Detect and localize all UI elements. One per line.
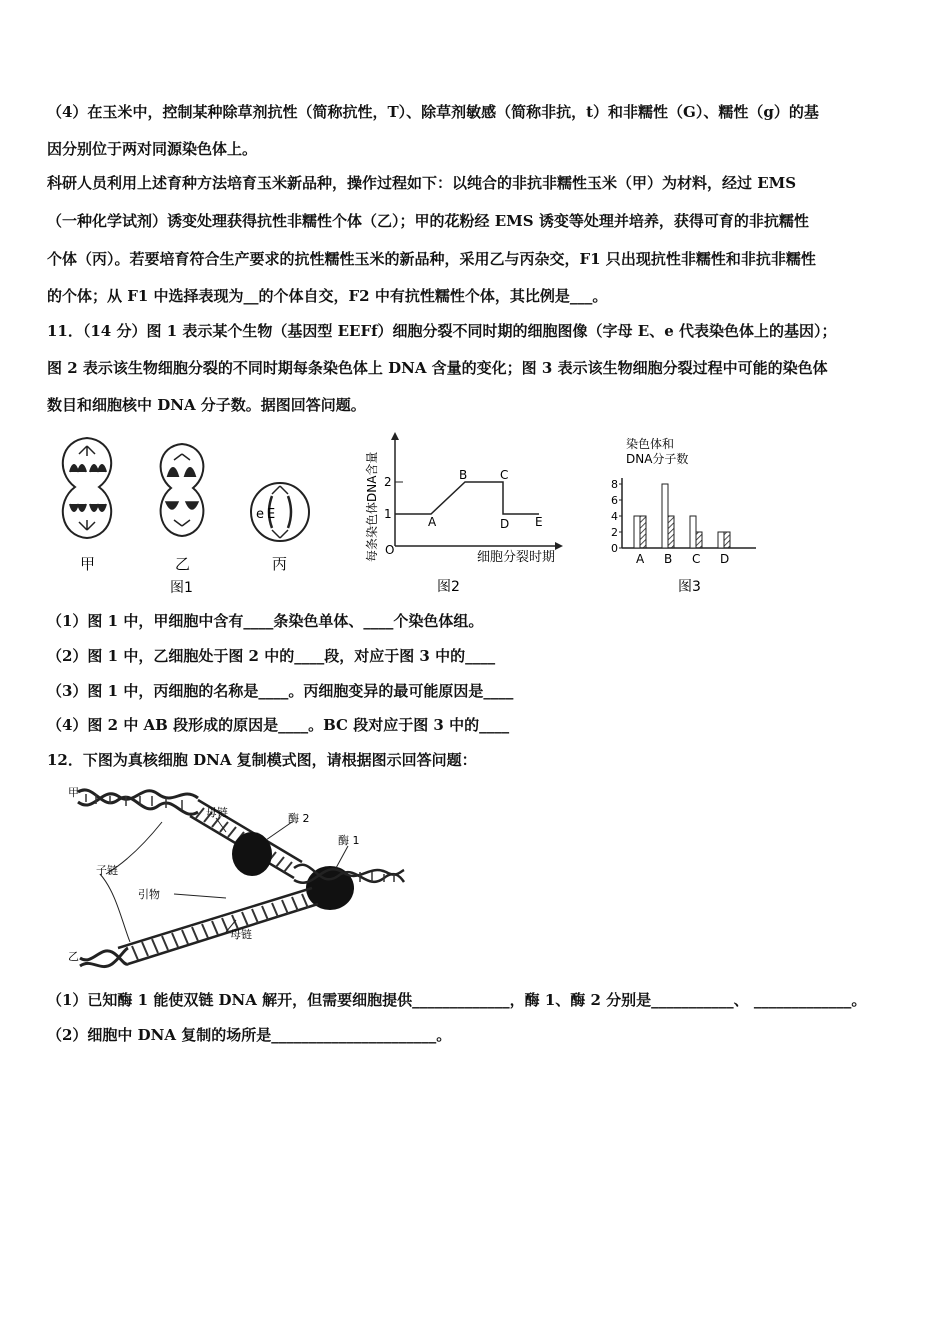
q10-line-1: （4）在玉米中，控制某种除草剂抗性（简称抗性，T）、除草剂敏感（简称非抗，t）和非糯性（G）、糯性（g）的基	[47, 103, 819, 121]
gene-e: e	[256, 507, 264, 522]
figure-2-tick-2: 2	[384, 475, 392, 489]
point-C: C	[500, 468, 509, 482]
figure-1-cells	[50, 432, 330, 602]
point-A: A	[428, 515, 437, 529]
figure-3-category-D: D	[720, 552, 730, 566]
point-D: D	[500, 517, 510, 531]
label-primer: 引物	[138, 888, 160, 901]
cell-label-yi: 乙	[175, 555, 191, 573]
figure-3-ytick-label: 4	[611, 510, 618, 523]
figure-3-ytick-label: 8	[611, 478, 618, 491]
q11-line-2: 图 2 表示该生物细胞分裂的不同时期每条染色体上 DNA 含量的变化；图 3 表示该生物细胞分裂过程中可能的染色体	[47, 359, 828, 377]
bar-C-dna	[696, 532, 702, 548]
q10-line-3: 科研人员利用上述育种方法培育玉米新品种，操作过程如下：以纯合的非抗非糯性玉米（甲）为材料，经过 EMS	[47, 174, 797, 192]
q10-line-5: 个体（丙）。若要培育符合生产要求的抗性糯性玉米的新品种，采用乙与丙杂交，F1 只出现抗性非糯性和非抗非糯性	[47, 250, 816, 268]
point-E: E	[535, 515, 543, 529]
figure-3-category-A: A	[636, 552, 645, 566]
q12-sub-2: （2）细胞中 DNA 复制的场所是______________________。	[47, 1026, 452, 1044]
q11-sub-3: （3）图 1 中，丙细胞的名称是____。丙细胞变异的最可能原因是____	[47, 682, 514, 700]
q11-line-1: 11．（14 分）图 1 表示某个生物（基因型 EEFf）细胞分裂不同时期的细胞图像（字母 E、e 代表染色体上的基因）；	[47, 322, 837, 340]
q11-sub-4: （4）图 2 中 AB 段形成的原因是____。BC 段对应于图 3 中的____	[47, 716, 510, 734]
bar-A-dna	[640, 516, 646, 548]
bar-B-chromosome	[662, 484, 668, 548]
dna-helix-top	[78, 790, 198, 814]
bar-D-chromosome	[718, 532, 724, 548]
q10-line-4: （一种化学试剂）诱变处理获得抗性非糯性个体（乙）；甲的花粉经 EMS 诱变等处理并培养，获得可育的非抗糯性	[47, 212, 809, 230]
q11-sub-1: （1）图 1 中，甲细胞中含有____条染色单体、____个染色体组。	[47, 612, 484, 630]
label-daughter-strand: 子链	[96, 864, 118, 877]
bar-A-chromosome	[634, 516, 640, 548]
q11-sub-2: （2）图 1 中，乙细胞处于图 2 中的____段，对应于图 3 中的____	[47, 647, 496, 665]
figure-3-chart	[600, 432, 760, 602]
cell-label-bing: 丙	[272, 555, 288, 573]
figure-1-caption: 图1	[170, 580, 193, 596]
figure-dna-replication	[66, 782, 410, 978]
figure-3-ytick-label: 0	[611, 542, 618, 555]
label-mother-strand-bottom: 母链	[230, 928, 252, 941]
label-enzyme-1: 酶 1	[338, 834, 360, 847]
label-jia: 甲	[68, 786, 79, 799]
figure-2-graph	[345, 428, 585, 602]
q11-line-3: 数目和细胞核中 DNA 分子数。据图回答问题。	[47, 396, 366, 414]
cell-jia	[63, 438, 111, 538]
bar-B-dna	[668, 516, 674, 548]
dna-helix-bottom	[80, 948, 128, 967]
point-B: B	[459, 468, 468, 482]
label-yi: 乙	[68, 950, 79, 963]
q12-sub-1: （1）已知酶 1 能使双链 DNA 解开，但需要细胞提供_____________，酶 1、酶 2 分别是___________、 _____________。	[47, 991, 867, 1009]
label-mother-strand-top: 母链	[206, 806, 228, 819]
q10-line-2: 因分别位于两对同源染色体上。	[47, 140, 258, 158]
bar-D-dna	[724, 532, 730, 548]
figure-2-tick-1: 1	[384, 507, 392, 521]
figure-3-title-1: 染色体和	[626, 437, 675, 451]
enzyme-2	[232, 832, 272, 876]
figure-2-caption: 图2	[437, 579, 460, 595]
figure-3-category-C: C	[692, 552, 701, 566]
cell-label-jia: 甲	[80, 555, 96, 573]
q10-line-6: 的个体；从 F1 中选择表现为__的个体自交，F2 中有抗性糯性个体，其比例是___。	[47, 287, 608, 305]
figure-3-title-2: DNA分子数	[626, 452, 689, 466]
figure-3-ytick-label: 6	[611, 494, 618, 507]
bar-C-chromosome	[690, 516, 696, 548]
figure-2-ylabel: 每条染色体DNA含量	[365, 451, 379, 562]
cell-yi	[161, 444, 204, 536]
figure-3-caption: 图3	[678, 579, 701, 595]
figure-3-ytick-label: 2	[611, 526, 618, 539]
figure-2-xlabel: 细胞分裂时期	[477, 550, 556, 565]
figure-2-origin: O	[385, 543, 395, 557]
gene-E: E	[267, 507, 276, 522]
label-enzyme-2: 酶 2	[288, 812, 310, 825]
figure-3-category-B: B	[664, 552, 673, 566]
cell-bing	[251, 483, 309, 541]
q12-line-1: 12．下图为真核细胞 DNA 复制模式图，请根据图示回答问题：	[47, 751, 477, 769]
